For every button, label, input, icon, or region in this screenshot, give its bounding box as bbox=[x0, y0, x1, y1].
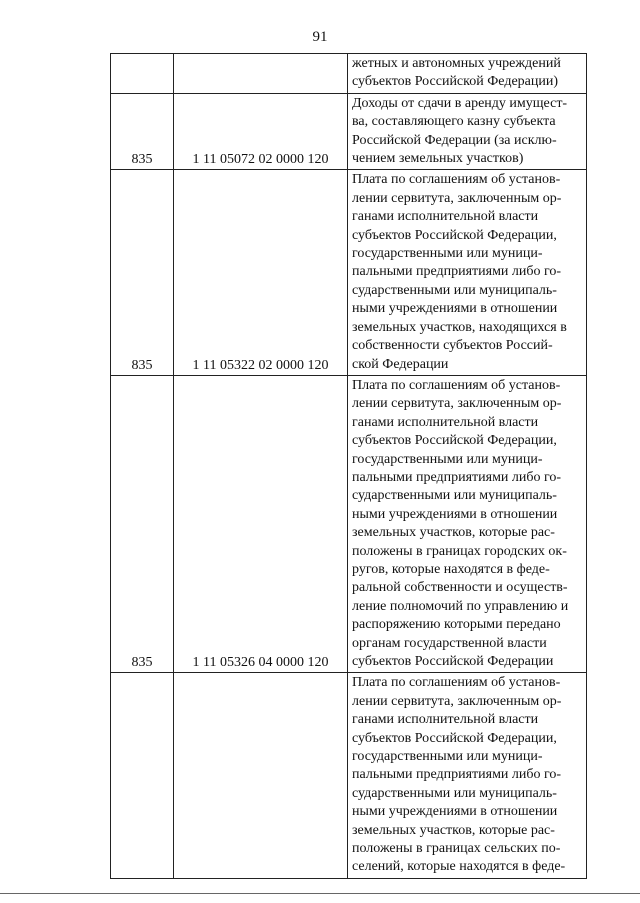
page-bottom-rule bbox=[0, 893, 640, 894]
revenue-name-line: субъектов Российской Федерации, bbox=[352, 730, 557, 746]
budget-classification-code-cell: 1 11 05322 02 0000 120 bbox=[174, 170, 348, 375]
admin-code-cell: 835 bbox=[111, 170, 174, 375]
revenue-name-line: пальными предприятиями либо го- bbox=[352, 264, 562, 280]
revenue-name-line: Плата по соглашениям об установ- bbox=[352, 172, 561, 188]
revenue-name-text bbox=[348, 54, 586, 93]
revenue-name-text bbox=[348, 376, 586, 673]
revenue-classification-table bbox=[110, 53, 587, 879]
revenue-name-line: ными учреждениями в отношении bbox=[352, 301, 558, 317]
table-body bbox=[111, 54, 587, 879]
revenue-name-line: ской Федерации bbox=[352, 356, 449, 372]
revenue-name-line: Доходы от сдачи в аренду имущест- bbox=[352, 95, 568, 111]
revenue-name-line: земельных участков, находящихся в bbox=[352, 319, 567, 335]
revenue-name-cell bbox=[348, 170, 587, 375]
revenue-name-line: субъектов Российской Федерации, bbox=[352, 433, 557, 449]
budget-classification-code-cell: 1 11 05326 04 0000 120 bbox=[174, 375, 348, 673]
page-number: 91 bbox=[312, 29, 328, 45]
revenue-name-text bbox=[348, 94, 586, 170]
revenue-name-line: пальными предприятиями либо го- bbox=[352, 469, 562, 485]
revenue-name-line: субъектов Российской Федерации bbox=[352, 654, 554, 669]
revenue-name-line: субъектов Российской Федерации) bbox=[352, 74, 559, 90]
revenue-name-line: Плата по соглашениям об установ- bbox=[352, 377, 561, 393]
revenue-name-line: положены в границах сельских по- bbox=[352, 841, 561, 857]
revenue-name-line: государственными или муници- bbox=[352, 749, 543, 765]
revenue-name-line: ва, составляющего казну субъекта bbox=[352, 114, 556, 130]
revenue-name-line: субъектов Российской Федерации, bbox=[352, 227, 557, 243]
admin-code-cell: 835 bbox=[111, 375, 174, 673]
revenue-name-line: органам государственной власти bbox=[352, 635, 547, 651]
revenue-name-line: жетных и автономных учреждений bbox=[352, 56, 561, 71]
revenue-name-cell bbox=[348, 54, 587, 94]
revenue-name-line: земельных участков, которые рас- bbox=[352, 822, 555, 838]
revenue-name-line: пальными предприятиями либо го- bbox=[352, 767, 562, 783]
revenue-name-line: лении сервитута, заключенным ор- bbox=[352, 396, 562, 412]
revenue-name-line: лении сервитута, заключенным ор- bbox=[352, 190, 562, 206]
admin-code-cell bbox=[111, 673, 174, 878]
admin-code-cell: 835 bbox=[111, 93, 174, 170]
revenue-name-line: ругов, которые находятся в феде- bbox=[352, 561, 550, 577]
revenue-name-line: ральной собственности и осуществ- bbox=[352, 580, 568, 596]
revenue-name-line: чением земельных участков) bbox=[352, 151, 524, 167]
revenue-name-line: сударственными или муниципаль- bbox=[352, 282, 557, 298]
revenue-name-line: государственными или муници- bbox=[352, 451, 543, 467]
revenue-name-text bbox=[348, 673, 586, 877]
revenue-name-cell bbox=[348, 93, 587, 170]
revenue-name-text bbox=[348, 170, 586, 374]
table-row bbox=[111, 673, 587, 878]
revenue-name-line: собственности субъектов Россий- bbox=[352, 338, 553, 354]
revenue-name-line: Плата по соглашениям об установ- bbox=[352, 675, 561, 691]
revenue-name-line: ление полномочий по управлению и bbox=[352, 598, 569, 614]
table-row bbox=[111, 93, 587, 170]
revenue-name-line: Российской Федерации (за исклю- bbox=[352, 132, 557, 148]
revenue-name-line: ными учреждениями в отношении bbox=[352, 804, 558, 820]
table-row bbox=[111, 54, 587, 94]
revenue-name-line: ганами исполнительной власти bbox=[352, 712, 539, 728]
budget-classification-code-cell bbox=[174, 673, 348, 878]
revenue-name-line: ганами исполнительной власти bbox=[352, 209, 539, 225]
revenue-name-line: селений, которые находятся в феде- bbox=[352, 859, 566, 875]
admin-code-cell bbox=[111, 54, 174, 94]
revenue-name-line: ными учреждениями в отношении bbox=[352, 506, 558, 522]
revenue-name-line: сударственными или муниципаль- bbox=[352, 785, 557, 801]
revenue-name-line: сударственными или муниципаль- bbox=[352, 488, 557, 504]
revenue-name-line: земельных участков, которые рас- bbox=[352, 525, 555, 541]
revenue-name-line: государственными или муници- bbox=[352, 246, 543, 262]
revenue-name-cell bbox=[348, 375, 587, 673]
table-row bbox=[111, 170, 587, 375]
revenue-name-line: распоряжению которыми передано bbox=[352, 617, 561, 633]
revenue-name-cell bbox=[348, 673, 587, 878]
budget-classification-code-cell bbox=[174, 54, 348, 94]
table-row bbox=[111, 375, 587, 673]
revenue-name-line: ганами исполнительной власти bbox=[352, 414, 539, 430]
budget-classification-code-cell: 1 11 05072 02 0000 120 bbox=[174, 93, 348, 170]
revenue-name-line: лении сервитута, заключенным ор- bbox=[352, 693, 562, 709]
revenue-name-line: положены в границах городских ок- bbox=[352, 543, 567, 559]
